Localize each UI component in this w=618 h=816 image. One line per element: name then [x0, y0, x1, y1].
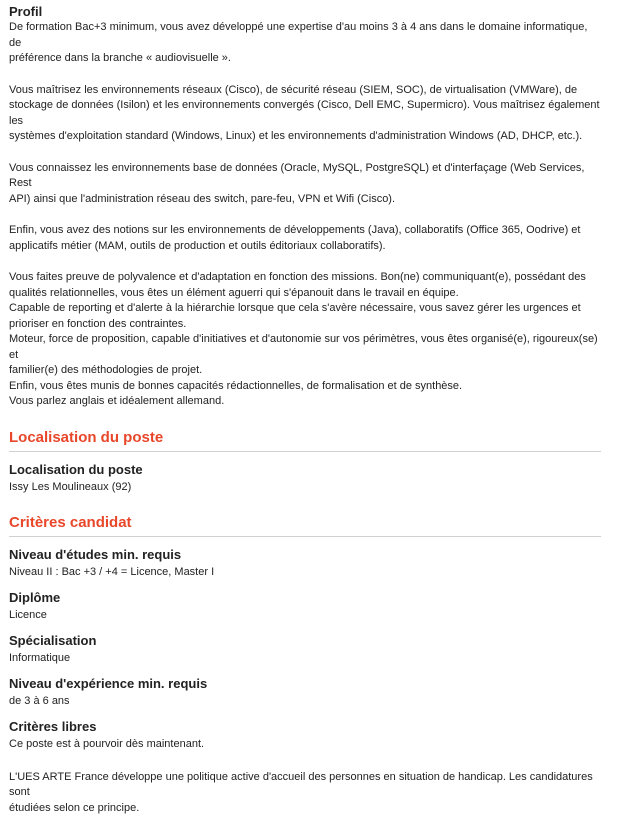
text-line: API) ainsi que l'administration réseau des switch, pare-feu, VPN et Wifi (Cisco). [9, 192, 601, 208]
text-line: étudiées selon ce principe. [9, 801, 601, 816]
text-line: De formation Bac+3 minimum, vous avez développé une expertise d'au moins 3 à 4 ans dans le domaine informatique, de [9, 20, 601, 51]
section-title-criteres: Critères candidat [9, 513, 601, 537]
localisation-value: Issy Les Moulineaux (92) [9, 480, 601, 495]
critere-label: Diplôme [9, 589, 601, 606]
text-line: L'UES ARTE France développe une politique active d'accueil des personnes en situation de handicap. Les candidatures sont [9, 770, 601, 801]
text-line: applicatifs métier (MAM, outils de production et outils éditoriaux collaboratifs). [9, 239, 601, 255]
text-line: Vous faites preuve de polyvalence et d'adaptation en fonction des missions. Bon(ne) communiquant(e), possédant des [9, 270, 601, 286]
critere-label: Critères libres [9, 718, 601, 735]
text-line: préférence dans la branche « audiovisuelle ». [9, 51, 601, 67]
text-line: Vous parlez anglais et idéalement allemand. [9, 394, 601, 410]
profil-paragraph-1 [9, 20, 601, 67]
localisation-label: Localisation du poste [9, 461, 601, 478]
profil-paragraph-2 [9, 83, 601, 145]
critere-niveau-experience [9, 675, 601, 709]
localisation-block [9, 461, 601, 495]
critere-libres [9, 718, 601, 752]
text-line: Vous maîtrisez les environnements réseaux (Cisco), de sécurité réseau (SIEM, SOC), de virtualisation (VMWare), de [9, 83, 601, 99]
profil-paragraph-4 [9, 223, 601, 254]
text-line: Capable de reporting et d'alerte à la hiérarchie lorsque que cela s'avère nécessaire, vous savez gérer les urgences et [9, 301, 601, 317]
profil-paragraph-3 [9, 161, 601, 208]
critere-specialisation [9, 632, 601, 666]
critere-niveau-etudes [9, 546, 601, 580]
text-line: Moteur, force de proposition, capable d'initiatives et d'autonomie sur vos périmètres, vous êtes organisé(e), rigoureux(se) et [9, 332, 601, 363]
critere-value: Informatique [9, 651, 601, 666]
text-line: familier(e) des méthodologies de projet. [9, 363, 601, 379]
critere-value: Niveau II : Bac +3 / +4 = Licence, Master I [9, 565, 601, 580]
critere-value: Licence [9, 608, 601, 623]
profil-paragraph-5 [9, 270, 601, 410]
critere-label: Spécialisation [9, 632, 601, 649]
job-offer-content [9, 3, 601, 816]
handicap-notice [9, 770, 601, 816]
text-line: qualités relationnelles, vous êtes un élément aguerri qui s'épanouit dans le travail en équipe. [9, 286, 601, 302]
critere-value: de 3 à 6 ans [9, 694, 601, 709]
critere-label: Niveau d'expérience min. requis [9, 675, 601, 692]
text-line: Enfin, vous êtes munis de bonnes capacités rédactionnelles, de formalisation et de synthèse. [9, 379, 601, 395]
text-line: Enfin, vous avez des notions sur les environnements de développements (Java), collaboratifs (Office 365, Oodrive) et [9, 223, 601, 239]
text-line: prioriser en fonction des contraintes. [9, 317, 601, 333]
text-line: systèmes d'exploitation standard (Windows, Linux) et les environnements d'administration Windows (AD, DHCP, etc.). [9, 129, 601, 145]
critere-value: Ce poste est à pourvoir dès maintenant. [9, 737, 601, 752]
critere-label: Niveau d'études min. requis [9, 546, 601, 563]
critere-diplome [9, 589, 601, 623]
section-title-localisation: Localisation du poste [9, 428, 601, 452]
text-line: Vous connaissez les environnements base de données (Oracle, MySQL, PostgreSQL) et d'interfaçage (Web Services, Rest [9, 161, 601, 192]
profil-heading: Profil [9, 3, 601, 20]
text-line: stockage de données (Isilon) et les environnements convergés (Cisco, Dell EMC, Supermicro). Vous maîtrisez également les [9, 98, 601, 129]
